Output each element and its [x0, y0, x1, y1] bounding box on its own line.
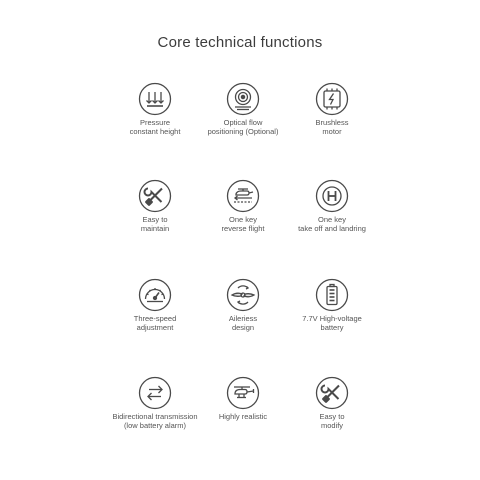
bidirectional-arrows-icon [138, 376, 172, 410]
feature-brushless-motor [267, 82, 397, 136]
feature-label: Pressure constant height [129, 118, 181, 136]
page-title: Core technical functions [157, 34, 323, 51]
feature-easy-modify [267, 376, 397, 430]
helicopter-icon [226, 376, 260, 410]
feature-label: One key take off and landring [298, 215, 366, 233]
battery-icon [315, 278, 349, 312]
speedometer-icon [138, 278, 172, 312]
helicopter-reverse-icon [226, 179, 260, 213]
feature-label: Optical flow positioning (Optional) [207, 118, 279, 136]
pressure-arrows-icon [138, 82, 172, 116]
feature-label: Three-speed adjustment [133, 314, 177, 332]
rotor-blade-icon [226, 278, 260, 312]
feature-label: Bidirectional transmission (low battery alarm) [112, 412, 198, 430]
feature-takeoff-landing [267, 179, 397, 233]
feature-label: One key reverse flight [221, 215, 265, 233]
optical-flow-icon [226, 82, 260, 116]
brushless-motor-icon [315, 82, 349, 116]
feature-label: Brushless motor [315, 118, 349, 136]
feature-label: Aileriess design [228, 314, 258, 332]
feature-label: Easy to maintain [140, 215, 170, 233]
feature-label: Easy to modify [319, 412, 345, 430]
helipad-h-icon [315, 179, 349, 213]
wrench-screwdriver-icon [138, 179, 172, 213]
wrench-screwdriver-icon [315, 376, 349, 410]
feature-label: Highly realistic [218, 412, 268, 421]
feature-label: 7.7V High-voltage battery [302, 314, 362, 332]
feature-battery [267, 278, 397, 332]
